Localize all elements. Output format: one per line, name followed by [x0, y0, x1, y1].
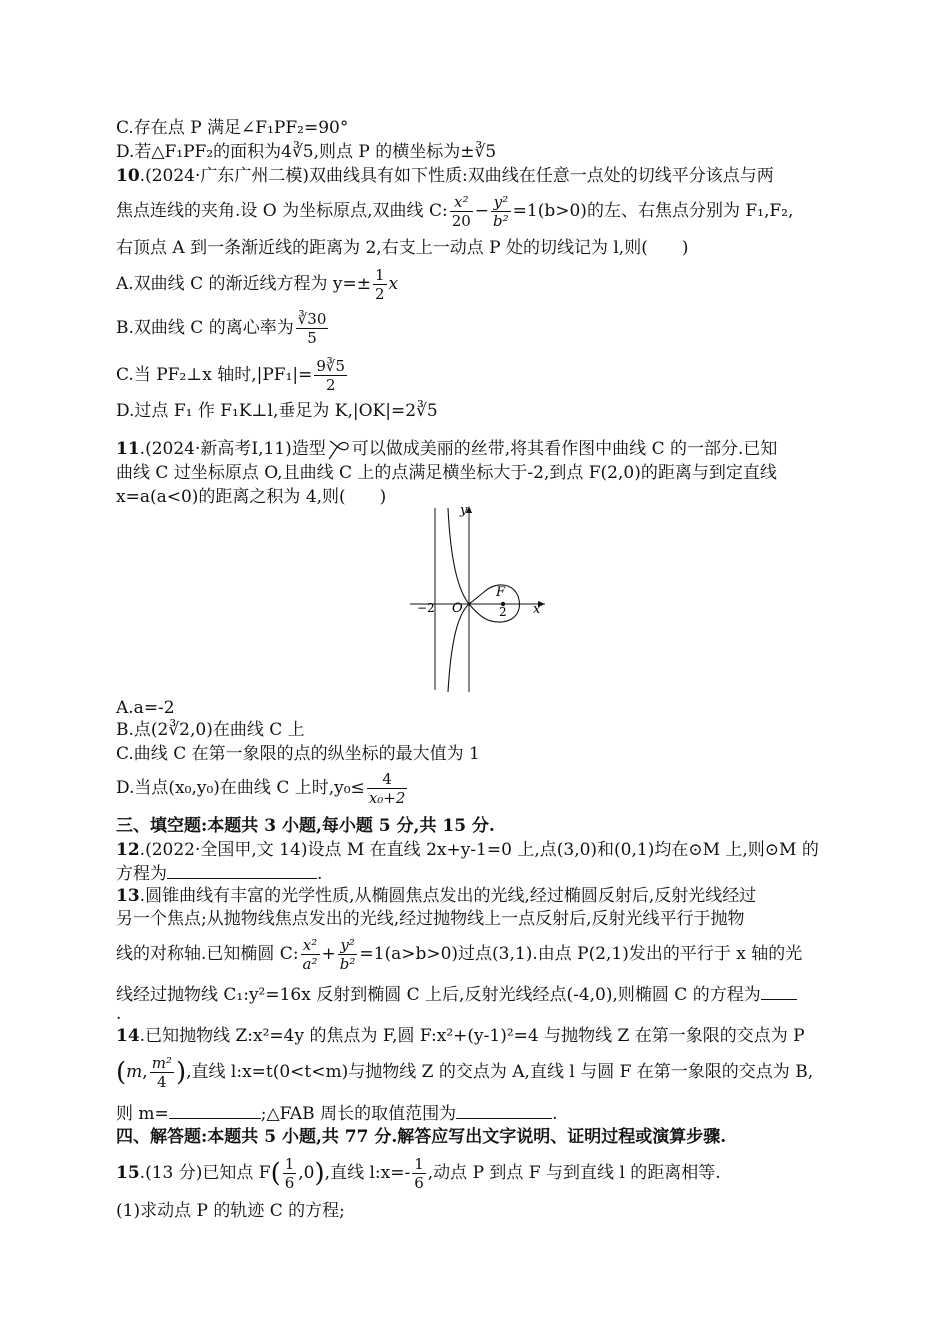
tick-2: 2 [499, 605, 507, 619]
q13-line1: 13.圆锥曲线有丰富的光学性质,从椭圆焦点发出的光线,经过椭圆反射后,反射光线经过 [116, 886, 757, 906]
q10-line1 [116, 165, 774, 187]
q11-line2: 曲线 C 过坐标原点 O,且曲线 C 上的点满足横坐标大于-2,到点 F(2,0)的距离与到定直线 [116, 463, 777, 483]
q10-option-a: A.双曲线 C 的渐近线方程为 y=± $\frac{1}{2}$ x [116, 266, 399, 303]
q9-option-c: C.存在点 P 满足∠F₁PF₂=90° [116, 118, 349, 138]
q9-option-d: D.若△F₁PF₂的面积为4∛5,则点 P 的横坐标为±∛5 [116, 142, 497, 162]
q11-option-a: A.a=-2 [116, 698, 175, 718]
section4-heading: 四、解答题:本题共 5 小题,共 77 分.解答应写出文字说明、证明过程或演算步骤. [116, 1127, 727, 1147]
curve-c [448, 508, 519, 692]
q10-line3: 右顶点 A 到一条渐近线的距离为 2,右支上一动点 P 处的切线记为 l,则( ) [116, 238, 689, 258]
q13-line2: 另一个焦点;从抛物线焦点发出的光线,经过抛物线上一点反射后,反射光线平行于抛物 [116, 909, 745, 929]
q11-option-b: B.点(2∛2,0)在曲线 C 上 [116, 720, 305, 740]
q10-text1: .(2024·广东广州二模)双曲线具有如下性质:双曲线在任意一点处的切线平分该点与两 [139, 166, 774, 186]
q14-line2: (m, $\frac{\text{m²}}{4}$ ),直线 l:x=t(0<t<m)与抛物线 Z 的交点为 A,直线 l 与圆 F 在第一象限的交点为 B, [116, 1054, 814, 1091]
y-label: y [460, 503, 468, 518]
q14-answer-blank-2[interactable] [456, 1102, 552, 1119]
origin-label: O [452, 601, 463, 616]
q11-figure-curve [400, 500, 550, 695]
q10-option-c: C.当 PF₂⊥x 轴时,|PF₁|= $\frac{9∛5}{2}$ [116, 357, 346, 394]
q10-option-d: D.过点 F₁ 作 F₁K⊥l,垂足为 K,|OK|=2∛5 [116, 401, 438, 421]
q12-line2: 方程为 . [116, 864, 323, 884]
q15-line1: 15.(13 分)已知点 F( $\frac{1}{6}$ ,0),直线 l:x=- $\frac{1}{6}$ ,动点 P 到点 F 与到直线 l 的距离相等. [116, 1155, 721, 1192]
q10-text2b: =1(b>0)的左、右焦点分别为 F₁,F₂, [512, 201, 794, 221]
q13-line4: 线经过抛物线 C₁:y²=16x 反射到椭圆 C 上后,反射光线经点(-4,0),则椭圆 C 的方程为 [116, 983, 797, 1006]
q15-sub1: (1)求动点 P 的轨迹 C 的方程; [116, 1201, 345, 1221]
q13-answer-blank[interactable] [761, 983, 797, 1000]
ribbon-icon [326, 439, 352, 461]
x-label: x [533, 602, 541, 617]
q10-option-b: B.双曲线 C 的离心率为 $\frac{∛30}{5}$ [116, 310, 327, 347]
q12-answer-blank[interactable] [167, 862, 317, 879]
q13-line5: . [116, 1004, 122, 1024]
q11-option-d: D.当点(x₀,y₀)在曲线 C 上时,y₀≤ $\frac{4}{\text{x₀+2}}$ [116, 770, 406, 807]
focus-label: F [496, 585, 506, 600]
q10-text2a: 焦点连线的夹角.设 O 为坐标原点,双曲线 C: [116, 201, 448, 221]
q11-line1: 11.(2024·新高考Ⅰ,11)造型 可以做成美丽的丝带,将其看作图中曲线 C 的一部分.已知 [116, 439, 778, 459]
q10-frac-y: $\frac{\text{y²}}{\text{b²}}$ [493, 193, 509, 230]
q10-number: 10 [116, 166, 140, 186]
q10-line2: 焦点连线的夹角.设 O 为坐标原点,双曲线 C: $\frac{\text{x²}}{20}$ − $\frac{\text{y²}}{\text{b²}}$ =1(b>0)的左、右焦点分别为 F₁,F₂, [116, 193, 794, 230]
tick-neg2: −2 [417, 601, 435, 615]
q12-line1: 12.(2022·全国甲,文 14)设点 M 在直线 2x+y-1=0 上,点(3,0)和(0,1)均在⊙M 上,则⊙M 的 [116, 840, 819, 860]
q14-line3: 则 m= ;△FAB 周长的取值范围为 . [116, 1104, 558, 1124]
q10-frac-x: $\frac{\text{x²}}{20}$ [451, 193, 471, 230]
section3-heading: 三、填空题:本题共 3 小题,每小题 5 分,共 15 分. [116, 816, 495, 836]
q14-answer-blank-1[interactable] [169, 1102, 261, 1119]
q11-line3: x=a(a<0)的距离之积为 4,则( ) [116, 487, 387, 507]
q11-option-c: C.曲线 C 在第一象限的点的纵坐标的最大值为 1 [116, 744, 480, 764]
q13-line3: 线的对称轴.已知椭圆 C: $\frac{\text{x²}}{\text{a²}}$ + $\frac{\text{y²}}{\text{b²}}$ =1(a>b>0)过点(3,1).由点 P(2,1)发出的平行于 x 轴的光 [116, 936, 803, 973]
q14-line1: 14.已知抛物线 Z:x²=4y 的焦点为 F,圆 F:x²+(y-1)²=4 与抛物线 Z 在第一象限的交点为 P [116, 1026, 805, 1046]
